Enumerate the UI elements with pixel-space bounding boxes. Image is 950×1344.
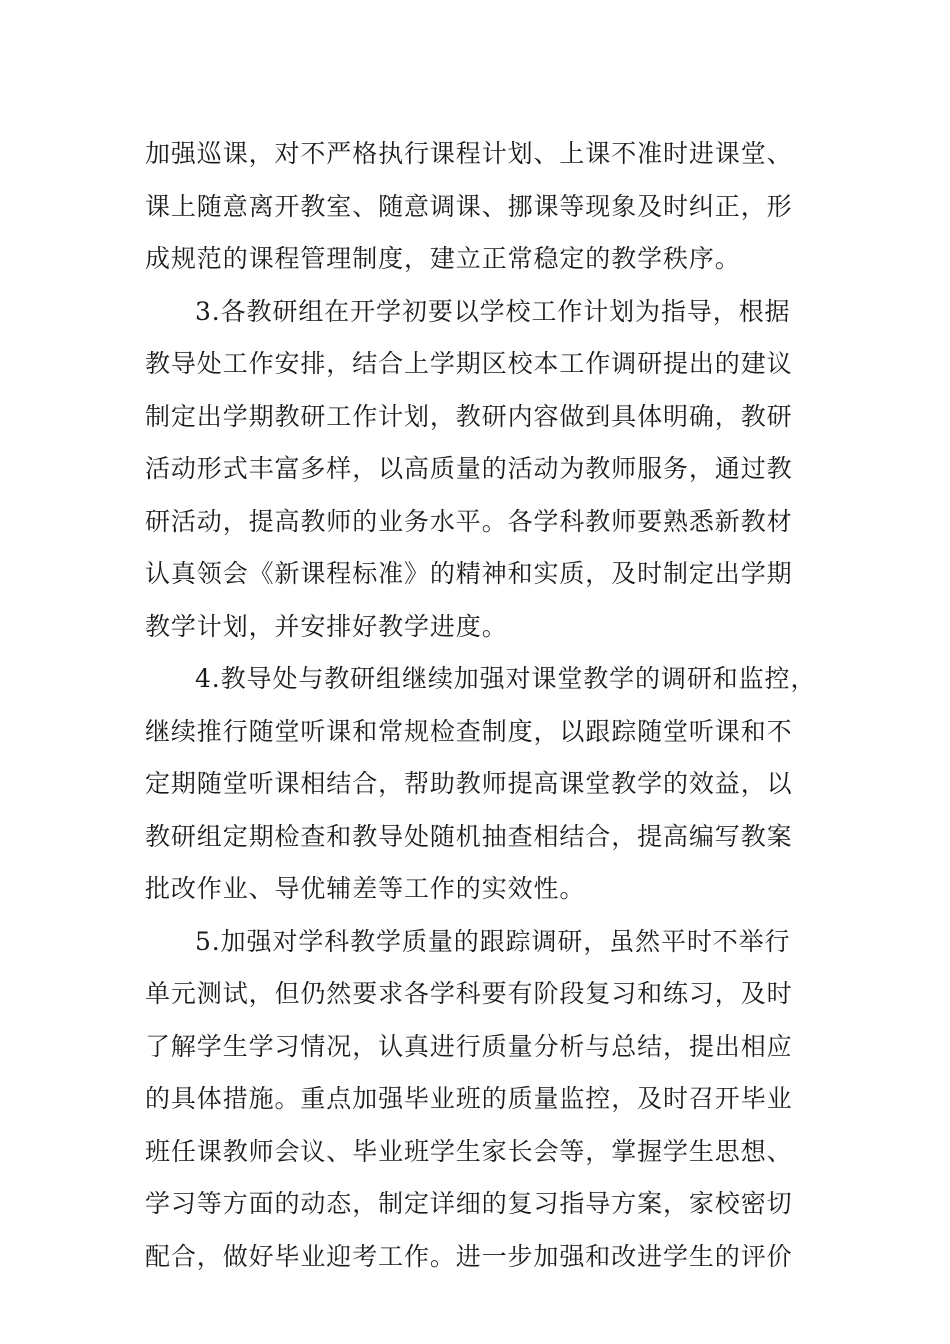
text-line-21: 学习等方面的动态，制定详细的复习指导方案，家校密切 xyxy=(145,1189,793,1218)
text-line-10: 教学计划，并安排好教学进度。 xyxy=(145,611,508,641)
paragraph-3-start: 3.各教研组在开学初要以学校工作计划为指导，根据 xyxy=(195,296,791,326)
text-line-5: 教导处工作安排，结合上学期区校本工作调研提出的建议 xyxy=(145,349,793,378)
body-text xyxy=(145,128,825,1283)
paragraph-4-start: 4.教导处与教研组继续加强对课堂教学的调研和监控， xyxy=(195,664,817,693)
text-line-1: 加强巡课，对不严格执行课程计划、上课不准时进课堂、 xyxy=(145,139,793,168)
text-line-20: 班任课教师会议、毕业班学生家长会等，掌握学生思想、 xyxy=(145,1136,793,1166)
text-line-22: 配合，做好毕业迎考工作。进一步加强和改进学生的评价 xyxy=(145,1241,793,1271)
text-line-19: 的具体措施。重点加强毕业班的质量监控，及时召开毕业 xyxy=(145,1084,793,1113)
text-line-13: 定期随堂听课相结合，帮助教师提高课堂教学的效益，以 xyxy=(145,769,793,798)
text-line-18: 了解学生学习情况，认真进行质量分析与总结，提出相应 xyxy=(145,1031,793,1061)
text-line-15: 批改作业、导优辅差等工作的实效性。 xyxy=(145,874,586,903)
text-line-17: 单元测试，但仍然要求各学科要有阶段复习和练习，及时 xyxy=(145,979,793,1008)
text-line-8: 研活动，提高教师的业务水平。各学科教师要熟悉新教材 xyxy=(145,506,793,536)
text-line-7: 活动形式丰富多样，以高质量的活动为教师服务，通过教 xyxy=(145,454,793,483)
text-line-9: 认真领会《新课程标准》的精神和实质，及时制定出学期 xyxy=(145,559,793,588)
text-line-14: 教研组定期检查和教导处随机抽查相结合，提高编写教案 xyxy=(145,821,793,851)
text-line-12: 继续推行随堂听课和常规检查制度，以跟踪随堂听课和不 xyxy=(145,716,793,746)
text-line-6: 制定出学期教研工作计划，教研内容做到具体明确，教研 xyxy=(145,401,793,431)
text-line-2: 课上随意离开教室、随意调课、挪课等现象及时纠正，形 xyxy=(145,191,793,221)
text-line-3: 成规范的课程管理制度，建立正常稳定的教学秩序。 xyxy=(145,244,741,273)
paragraph-5-start: 5.加强对学科教学质量的跟踪调研，虽然平时不举行 xyxy=(195,926,791,956)
